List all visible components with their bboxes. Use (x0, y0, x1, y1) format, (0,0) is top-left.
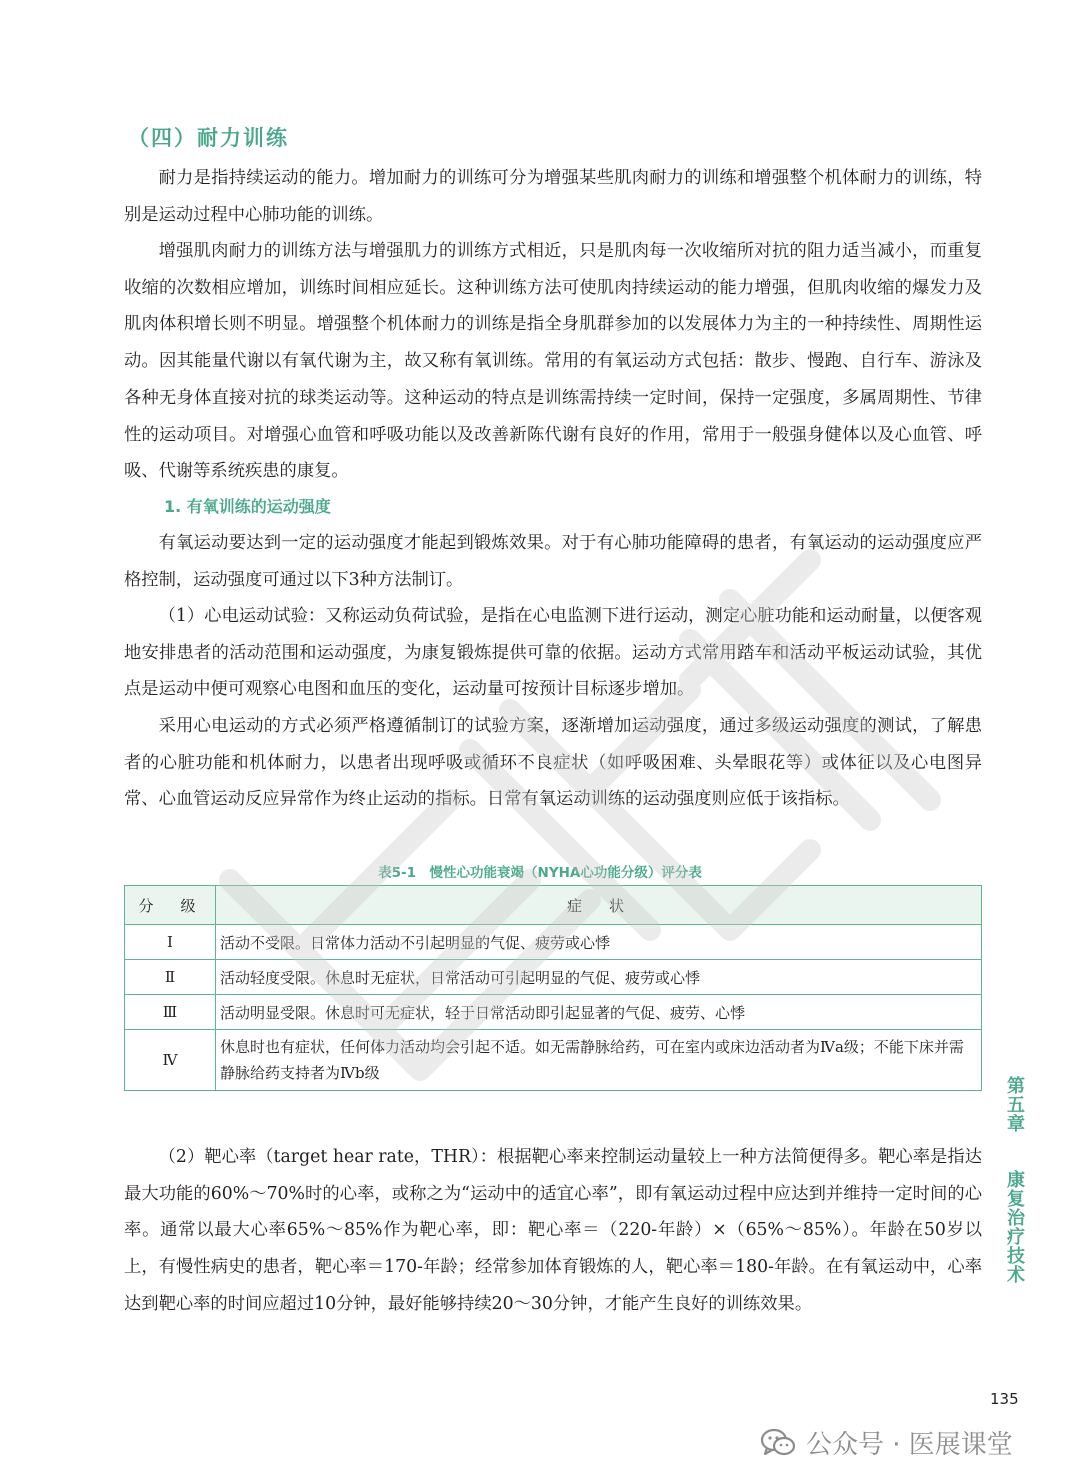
side-tab-title: 康复治疗技术 (1004, 1170, 1025, 1284)
header-symptom: 症 状 (216, 886, 982, 925)
page-number: 135 (990, 1390, 1019, 1408)
paragraph-endurance-definition: 耐力是指持续运动的能力。增加耐力的训练可分为增强某些肌肉耐力的训练和增强整个机体耐力的训练，特别是运动过程中心肺功能的训练。 (124, 168, 982, 225)
paragraph-ecg-protocol: 采用心电运动的方式必须严格遵循制订的试验方案，逐渐增加运动强度，通过多级运动强度的测试，了解患者的心脏功能和机体耐力，以患者出现呼吸或循环不良症状（如呼吸困难、头晕眼花等）或体征以及心电图异常、心血管运动反应异常作为终止运动的指标。日常有氧运动训练的运动强度则应低于该指标。 (124, 716, 982, 810)
nyha-grade-table (124, 885, 982, 1091)
paragraph-intensity-methods: 有氧运动要达到一定的运动强度才能起到锻炼效果。对于有心肺功能障碍的患者，有氧运动的运动强度应严格控制，运动强度可通过以下3种方法制订。 (124, 533, 982, 590)
paragraph-muscle-endurance: 增强肌肉耐力的训练方法与增强肌力的训练方式相近，只是肌肉每一次收缩所对抗的阻力适当减小，而重复收缩的次数相应增加，训练时间相应延长。这种训练方法可使肌肉持续运动的能力增强，但肌肉收缩的爆发力及肌肉体积增长则不明显。增强整个机体耐力的训练是指全身肌群参加的以发展体力为主的一种持续性、周期性运动。因其能量代谢以有氧代谢为主，故又称有氧训练。常用的有氧运动方式包括：散步、慢跑、自行车、游泳及各种无身体直接对抗的球类运动等。这种运动的特点是训练需持续一定时间，保持一定强度，多属周期性、节律性的运动项目。对增强心血管和呼吸功能以及改善新陈代谢有良好的作用，常用于一般强身健体以及心血管、呼吸、代谢等系统疾患的康复。 (124, 241, 982, 482)
subheading-aerobic-intensity: 1. 有氧训练的运动强度 (164, 497, 331, 516)
footer-brand-text: 公众号 · 医展课堂 (806, 1430, 1013, 1460)
paragraph-target-heart-rate: （2）靶心率（target hear rate，THR）：根据靶心率来控制运动量较上一种方法简便得多。靶心率是指达最大功能的60%～70%时的心率，或称之为“运动中的适宜心率”，即有氧运动过程中应达到并维持一定时间的心率。通常以最大心率65%～85%作为靶心率，即：靶心率＝（220-年龄）×（65%～85%）。年龄在50岁以上，有慢性病史的患者，靶心率＝170-年龄；经常参加体育锻炼的人，靶心率＝180-年龄。在有氧运动中，心率达到靶心率的时间应超过10分钟，最好能够持续20～30分钟，才能产生良好的训练效果。 (124, 1147, 982, 1314)
grade-level: Ⅳ (125, 1030, 216, 1091)
grade-description: 活动不受限。日常体力活动不引起明显的气促、疲劳或心悸 (216, 925, 982, 960)
grade-level: Ⅰ (125, 925, 216, 960)
header-grade: 分 级 (125, 886, 216, 925)
side-tab-chapter: 第五章 (1004, 1076, 1025, 1133)
paragraph-ecg-test: （1）心电运动试验：又称运动负荷试验，是指在心电监测下进行运动，测定心脏功能和运动耐量，以便客观地安排患者的活动范围和运动强度，为康复锻炼提供可靠的依据。运动方式常用踏车和活动平板运动试验，其优点是运动中便可观察心电图和血压的变化，运动量可按预计目标逐步增加。 (124, 606, 982, 700)
section-title: （四）耐力训练 (128, 126, 289, 150)
table-row (125, 960, 982, 995)
table-caption: 表5-1 慢性心功能衰竭（NYHA心功能分级）评分表 (378, 865, 702, 881)
grade-level: Ⅲ (125, 995, 216, 1030)
grade-description: 活动轻度受限。休息时无症状，日常活动可引起明显的气促、疲劳或心悸 (216, 960, 982, 995)
table-row (125, 1030, 982, 1091)
grade-level: Ⅱ (125, 960, 216, 995)
table-row (125, 995, 982, 1030)
grade-description: 休息时也有症状，任何体力活动均会引起不适。如无需静脉给药，可在室内或床边活动者为Ⅳa级；不能下床并需静脉给药支持者为Ⅳb级 (216, 1030, 982, 1091)
grade-description: 活动明显受限。休息时可无症状，轻于日常活动即引起显著的气促、疲劳、心悸 (216, 995, 982, 1030)
table-header-row (125, 886, 982, 925)
table-row (125, 925, 982, 960)
wechat-icon (760, 1427, 796, 1459)
footer-brand (760, 1424, 1013, 1461)
